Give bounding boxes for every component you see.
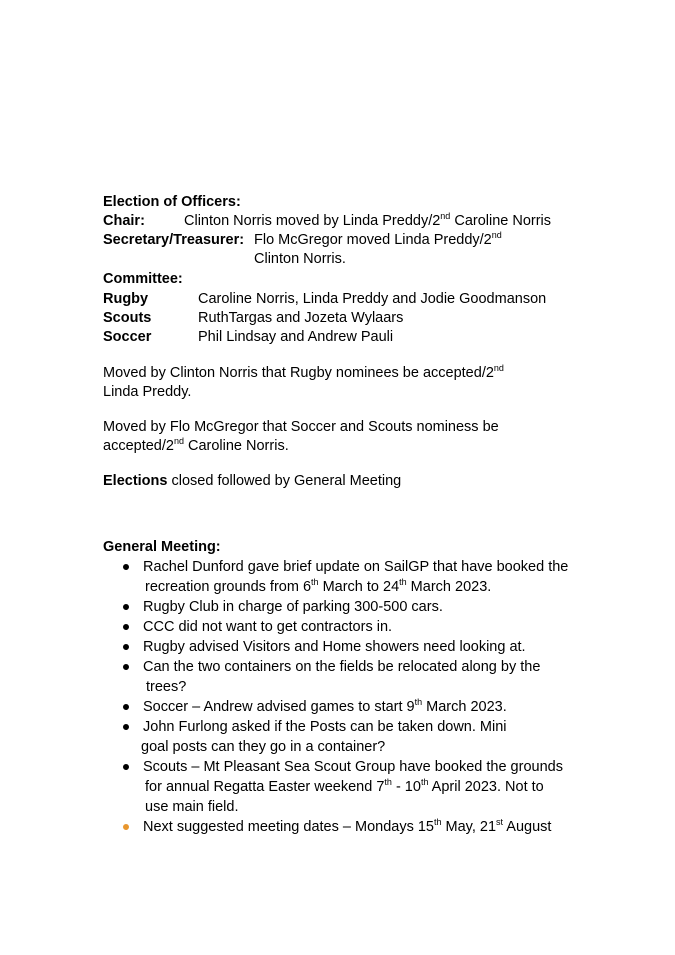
list-item: John Furlong asked if the Posts can be taken down. Mini goal posts can they go in a container?	[103, 717, 663, 757]
list-item: Rugby Club in charge of parking 300-500 cars.	[103, 597, 663, 617]
bullet-icon	[123, 824, 129, 830]
list-item: Soccer – Andrew advised games to start 9th March 2023.	[103, 697, 663, 717]
committee-label-rugby: Rugby	[103, 291, 149, 307]
motion-rugby: Moved by Clinton Norris that Rugby nominees be accepted/2nd	[103, 363, 504, 381]
motion-rugby-second: Linda Preddy.	[103, 384, 192, 400]
election-heading: Election of Officers:	[103, 194, 241, 210]
list-item: CCC did not want to get contractors in.	[103, 617, 663, 637]
elections-closed: Elections closed followed by General Meeting	[103, 473, 402, 489]
bullet-icon	[123, 724, 129, 730]
bullet-icon	[123, 564, 129, 570]
bullet-icon	[123, 664, 129, 670]
list-item: Rachel Dunford gave brief update on SailGP that have booked the recreation grounds from 6th March to 24th March 2023.	[103, 557, 663, 597]
bullet-icon	[123, 604, 129, 610]
committee-names-soccer: Phil Lindsay and Andrew Pauli	[198, 329, 394, 345]
bullet-icon	[123, 704, 129, 710]
committee-label-soccer: Soccer	[103, 329, 152, 345]
general-bullet-list	[103, 557, 663, 837]
list-item: Can the two containers on the fields be relocated along by the trees?	[103, 657, 663, 697]
committee-label-scouts: Scouts	[103, 310, 152, 326]
list-item: Rugby advised Visitors and Home showers need looking at.	[103, 637, 663, 657]
secretary-second: Clinton Norris.	[254, 251, 346, 267]
chair-text: Clinton Norris moved by Linda Preddy/2nd Caroline Norris	[184, 211, 552, 229]
secretary-text: Flo McGregor moved Linda Preddy/2nd	[254, 230, 502, 248]
list-item: Next suggested meeting dates – Mondays 15th May, 21st August	[103, 817, 663, 837]
committee-heading: Committee:	[103, 271, 183, 287]
committee-names-scouts: RuthTargas and Jozeta Wylaars	[198, 310, 404, 326]
general-heading: General Meeting:	[103, 539, 221, 555]
bullet-icon	[123, 644, 129, 650]
bullet-icon	[123, 764, 129, 770]
chair-label: Chair:	[103, 213, 145, 229]
list-item: Scouts – Mt Pleasant Sea Scout Group have booked the grounds for annual Regatta Easter weekend 7th - 10th April 2023. Not to use main field.	[103, 757, 663, 817]
motion-soccer-scouts-second: accepted/2nd Caroline Norris.	[103, 436, 289, 454]
secretary-label: Secretary/Treasurer:	[103, 232, 245, 248]
committee-names-rugby: Caroline Norris, Linda Preddy and Jodie Goodmanson	[198, 291, 547, 307]
bullet-icon	[123, 624, 129, 630]
motion-soccer-scouts: Moved by Flo McGregor that Soccer and Scouts nominess be	[103, 419, 499, 435]
